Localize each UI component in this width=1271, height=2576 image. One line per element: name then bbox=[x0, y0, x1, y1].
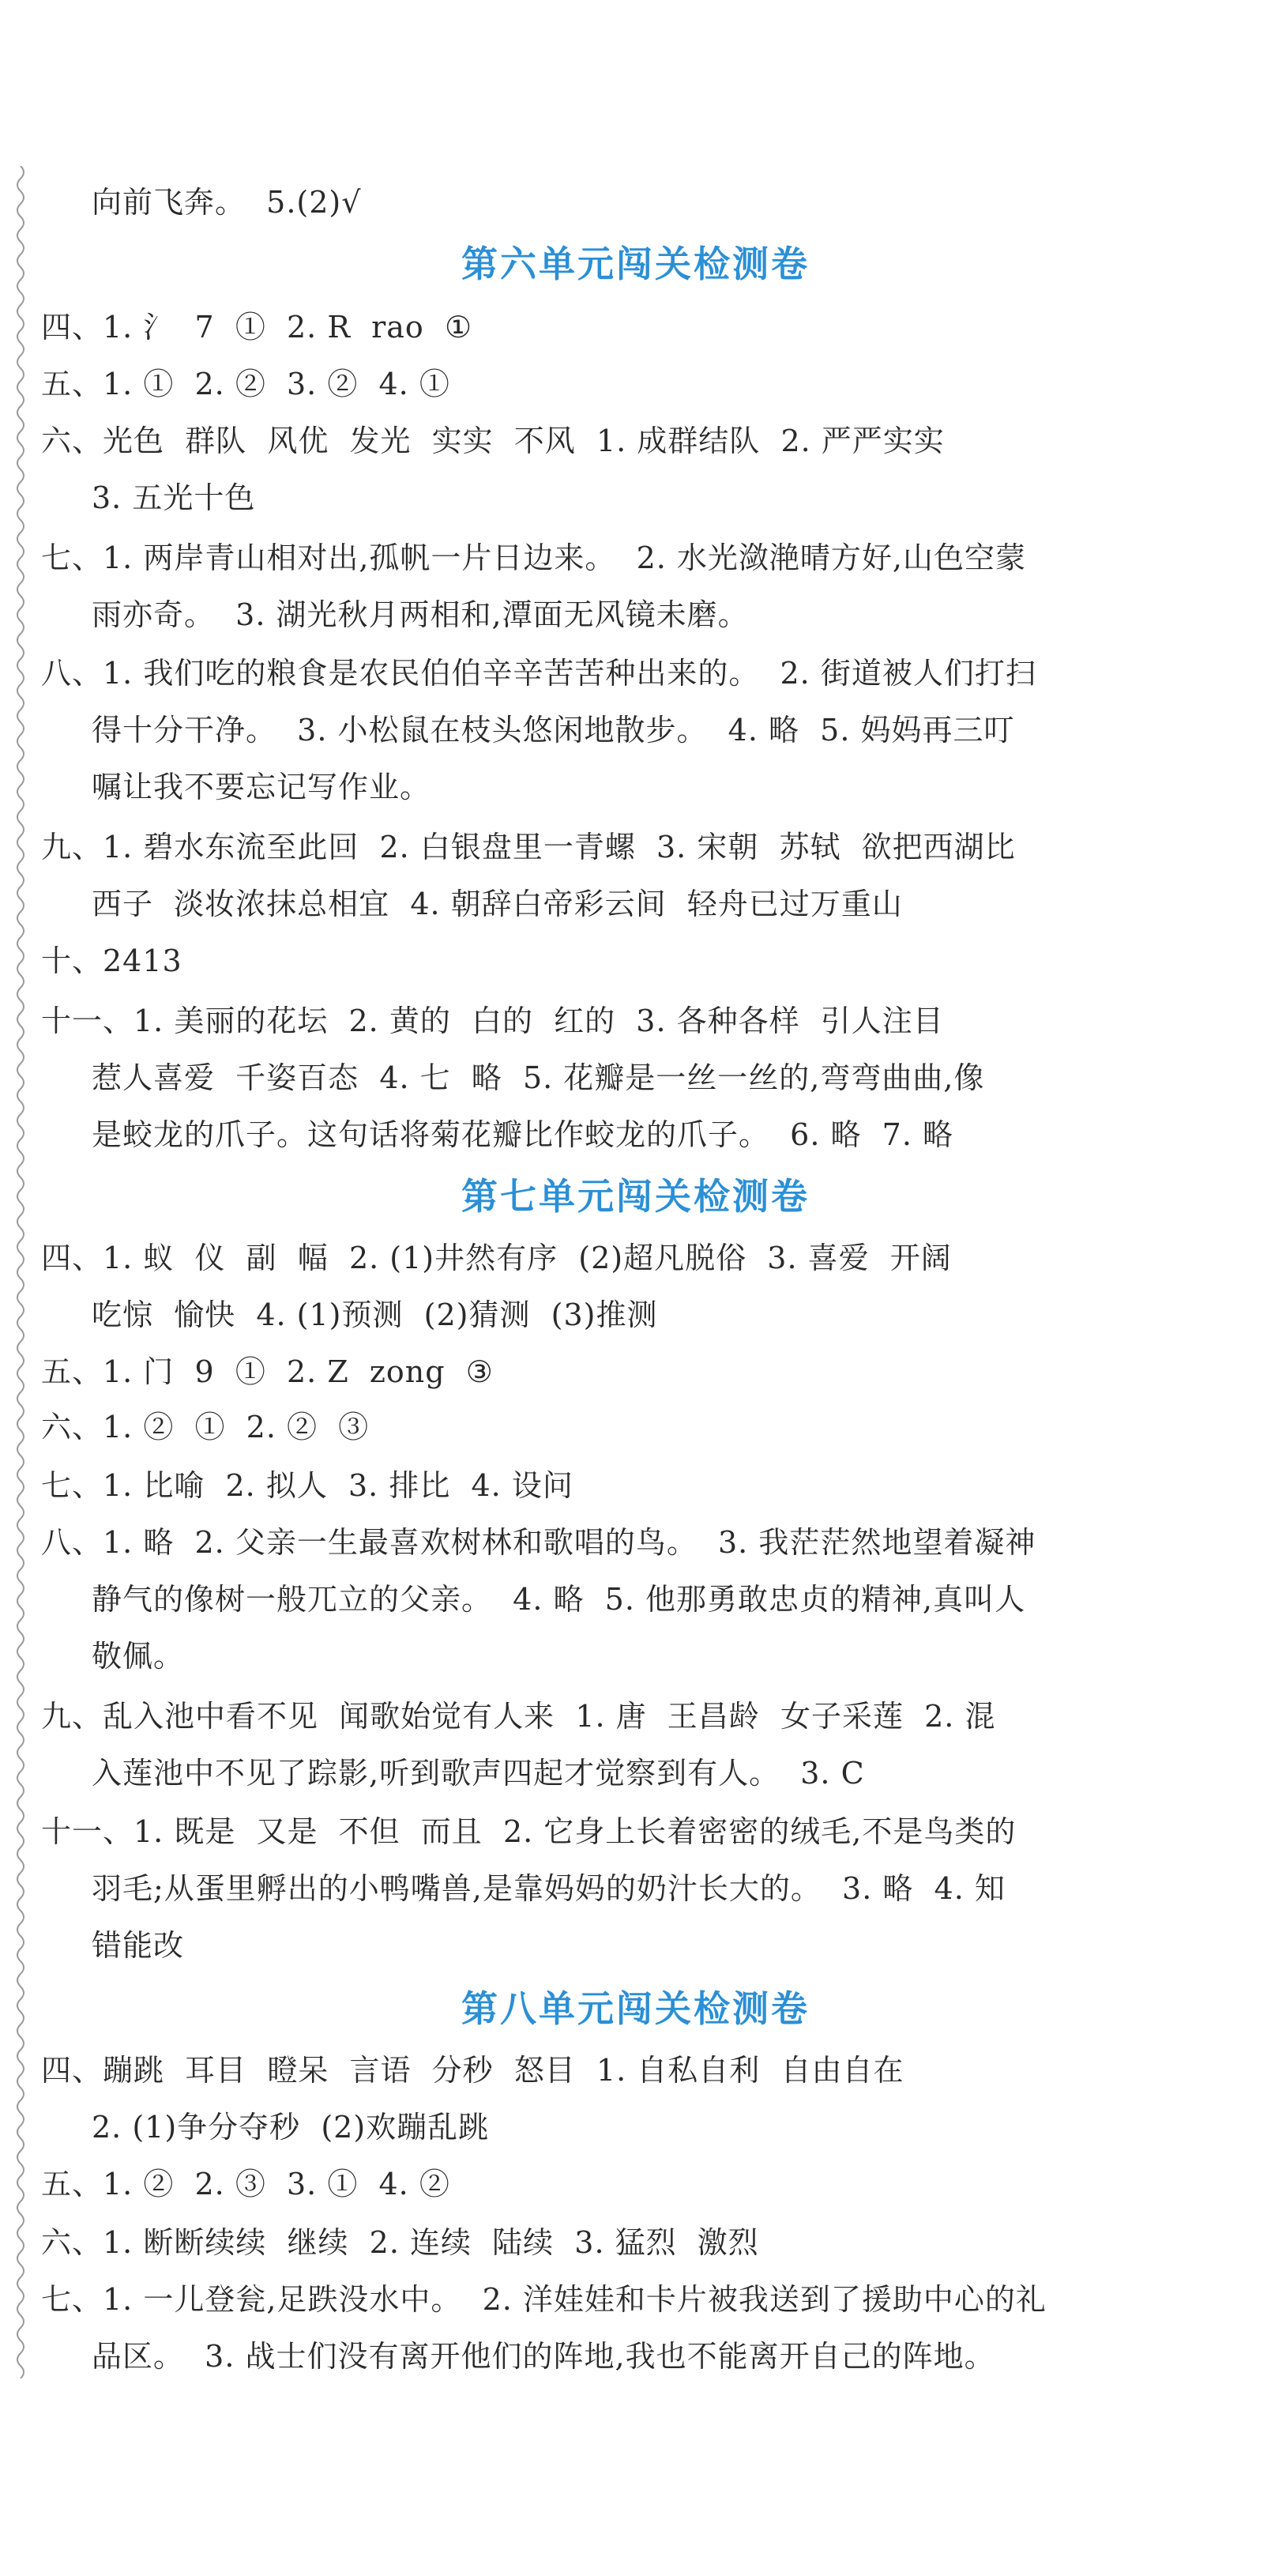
unit6-line: 四、1. 氵 7 ① 2. R rao ① bbox=[41, 310, 473, 345]
unit7-line: 入莲池中不见了踪影,听到歌声四起才觉察到有人。 3. C bbox=[92, 1756, 865, 1791]
unit6-line: 十一、1. 美丽的花坛 2. 黄的 白的 红的 3. 各种各样 引人注目 bbox=[41, 1004, 944, 1038]
unit7-line: 九、乱入池中看不见 闻歌始觉有人来 1. 唐 王昌龄 女子采莲 2. 混 bbox=[41, 1699, 996, 1734]
unit6-line: 得十分干净。 3. 小松鼠在枝头悠闲地散步。 4. 略 5. 妈妈再三叮 bbox=[92, 713, 1015, 748]
unit6-line: 西子 淡妆浓抹总相宜 4. 朝辞白帝彩云间 轻舟已过万重山 bbox=[92, 887, 903, 921]
unit6-line: 3. 五光十色 bbox=[92, 480, 256, 515]
unit6-line: 六、光色 群队 风优 发光 实实 不风 1. 成群结队 2. 严严实实 bbox=[41, 424, 945, 458]
unit7-line: 四、1. 蚁 仪 副 幅 2. (1)井然有序 (2)超凡脱俗 3. 喜爱 开阔 bbox=[41, 1241, 952, 1275]
unit7-line: 敬佩。 bbox=[92, 1639, 185, 1674]
unit7-line: 静气的像树一般兀立的父亲。 4. 略 5. 他那勇敢忠贞的精神,真叫人 bbox=[92, 1582, 1026, 1617]
unit7-line: 八、1. 略 2. 父亲一生最喜欢树林和歌唱的鸟。 3. 我茫茫然地望着凝神 bbox=[41, 1525, 1036, 1560]
unit7-line: 五、1. 门 9 ① 2. Z zong ③ bbox=[41, 1354, 494, 1389]
binding-edge-decoration bbox=[11, 166, 30, 2378]
unit8-line: 品区。 3. 战士们没有离开他们的阵地,我也不能离开自己的阵地。 bbox=[92, 2339, 995, 2374]
unit7-line: 羽毛;从蛋里孵出的小鸭嘴兽,是靠妈妈的奶汁长大的。 3. 略 4. 知 bbox=[92, 1871, 1006, 1906]
unit6-line: 七、1. 两岸青山相对出,孤帆一片日边来。 2. 水光潋滟晴方好,山色空蒙 bbox=[41, 540, 1026, 575]
unit8-line: 四、蹦跳 耳目 瞪呆 言语 分秒 怒目 1. 自私自利 自由自在 bbox=[41, 2053, 904, 2088]
unit7-line: 七、1. 比喻 2. 拟人 3. 排比 4. 设问 bbox=[41, 1468, 573, 1503]
unit6-line: 雨亦奇。 3. 湖光秋月两相和,潭面无风镜未磨。 bbox=[92, 597, 749, 632]
unit6-line: 八、1. 我们吃的粮食是农民伯伯辛辛苦苦种出来的。 2. 街道被人们打扫 bbox=[41, 656, 1036, 691]
unit7-line: 六、1. ② ① 2. ② ③ bbox=[41, 1410, 370, 1444]
unit6-title: 第六单元闯关检测卷 bbox=[461, 243, 810, 285]
unit8-line: 七、1. 一儿登瓮,足跌没水中。 2. 洋娃娃和卡片被我送到了援助中心的礼 bbox=[41, 2282, 1047, 2317]
unit8-line: 五、1. ② 2. ③ 3. ① 4. ② bbox=[41, 2167, 450, 2201]
unit7-line: 吃惊 愉快 4. (1)预测 (2)猜测 (3)推测 bbox=[92, 1297, 658, 1332]
unit8-line: 2. (1)争分夺秒 (2)欢蹦乱跳 bbox=[92, 2110, 490, 2145]
unit7-line: 十一、1. 既是 又是 不但 而且 2. 它身上长着密密的绒毛,不是鸟类的 bbox=[41, 1814, 1017, 1849]
unit6-line: 十、2413 bbox=[41, 943, 182, 978]
continuation-line: 向前飞奔。 5.(2)√ bbox=[92, 185, 362, 220]
unit8-title: 第八单元闯关检测卷 bbox=[461, 1987, 810, 2030]
unit6-line: 五、1. ① 2. ② 3. ② 4. ① bbox=[41, 367, 450, 401]
unit7-title: 第七单元闯关检测卷 bbox=[461, 1175, 810, 1218]
unit7-line: 错能改 bbox=[92, 1928, 185, 1963]
unit6-line: 是蛟龙的爪子。这句话将菊花瓣比作蛟龙的爪子。 6. 略 7. 略 bbox=[92, 1117, 953, 1152]
unit6-line: 嘱让我不要忘记写作业。 bbox=[92, 770, 431, 804]
unit6-line: 九、1. 碧水东流至此回 2. 白银盘里一青螺 3. 宋朝 苏轼 欲把西湖比 bbox=[41, 830, 1016, 864]
unit8-line: 六、1. 断断续续 继续 2. 连续 陆续 3. 猛烈 激烈 bbox=[41, 2225, 759, 2260]
unit6-line: 惹人喜爱 千姿百态 4. 七 略 5. 花瓣是一丝一丝的,弯弯曲曲,像 bbox=[92, 1060, 985, 1095]
